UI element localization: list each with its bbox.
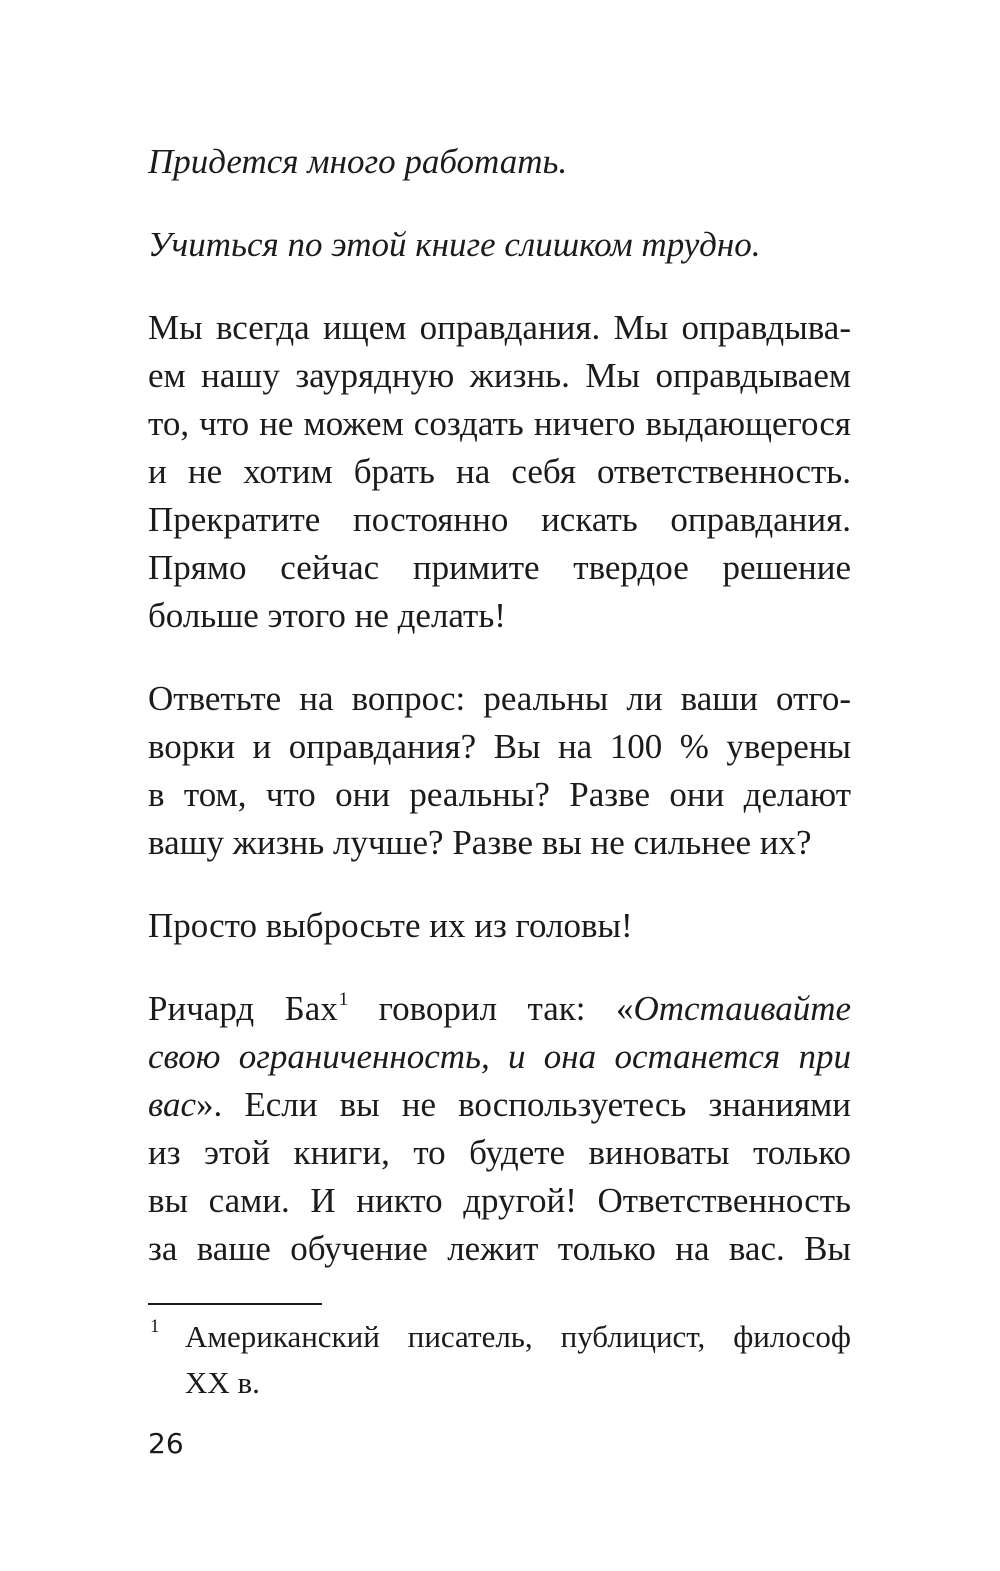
text-line	[148, 985, 851, 1033]
footnote-mark: 1	[150, 1316, 160, 1337]
quote-text: Отстаивайте	[633, 989, 852, 1028]
paragraph-2	[148, 221, 851, 269]
text-line: за ваше обучение лежит только на вас. Вы	[148, 1229, 851, 1268]
text-line	[148, 1081, 851, 1129]
paragraph-6	[148, 985, 851, 1273]
paragraph-5	[148, 902, 851, 950]
text-line: то, что не можем создать ничего выдающегося	[148, 404, 851, 443]
page-number: 26	[148, 1427, 184, 1460]
footnote-line: Американский писатель, публицист, философ	[185, 1319, 851, 1354]
author-name: Ричард Бах	[148, 989, 338, 1028]
text-line: Придется много работать.	[148, 142, 568, 181]
footnote-reference: 1	[338, 989, 349, 1010]
quote-text: свою ограниченность, и она останется при	[148, 1037, 851, 1076]
footnote-line: XX в.	[185, 1365, 260, 1400]
footnote-text	[185, 1314, 851, 1406]
text-line: из этой книги, то будете виноваты только	[148, 1133, 851, 1172]
text-line: вашу жизнь лучше? Разве вы не сильнее их?	[148, 823, 812, 862]
quote-text: вас	[148, 1085, 196, 1124]
paragraph-4	[148, 675, 851, 867]
text-line: Ответьте на вопрос: реальны ли ваши отго-	[148, 679, 851, 718]
text-line: вы сами. И никто другой! Ответственность	[148, 1181, 851, 1220]
text-line: ворки и оправдания? Вы на 100 % уверены	[148, 727, 851, 766]
page-body	[148, 138, 851, 1273]
paragraph-1	[148, 138, 851, 186]
text-line: и не хотим брать на себя ответственность.	[148, 452, 851, 491]
text-line: Мы всегда ищем оправдания. Мы оправдыва-	[148, 308, 851, 347]
footnote-divider	[148, 1303, 322, 1305]
paragraph-3	[148, 304, 851, 640]
inline-text: говорил так: «	[348, 989, 634, 1028]
text-line: Прямо сейчас примите твердое решение	[148, 548, 851, 587]
text-line: больше этого не делать!	[148, 596, 506, 635]
text-line: ем нашу заурядную жизнь. Мы оправдываем	[148, 356, 851, 395]
text-line: в том, что они реальны? Разве они делают	[148, 775, 851, 814]
footnote	[148, 1314, 851, 1406]
text-line: Учиться по этой книге слишком трудно.	[148, 225, 761, 264]
inline-text: ». Если вы не воспользуетесь знаниями	[196, 1085, 851, 1124]
text-line: Просто выбросьте их из головы!	[148, 906, 633, 945]
text-line: Прекратите постоянно искать оправдания.	[148, 500, 851, 539]
